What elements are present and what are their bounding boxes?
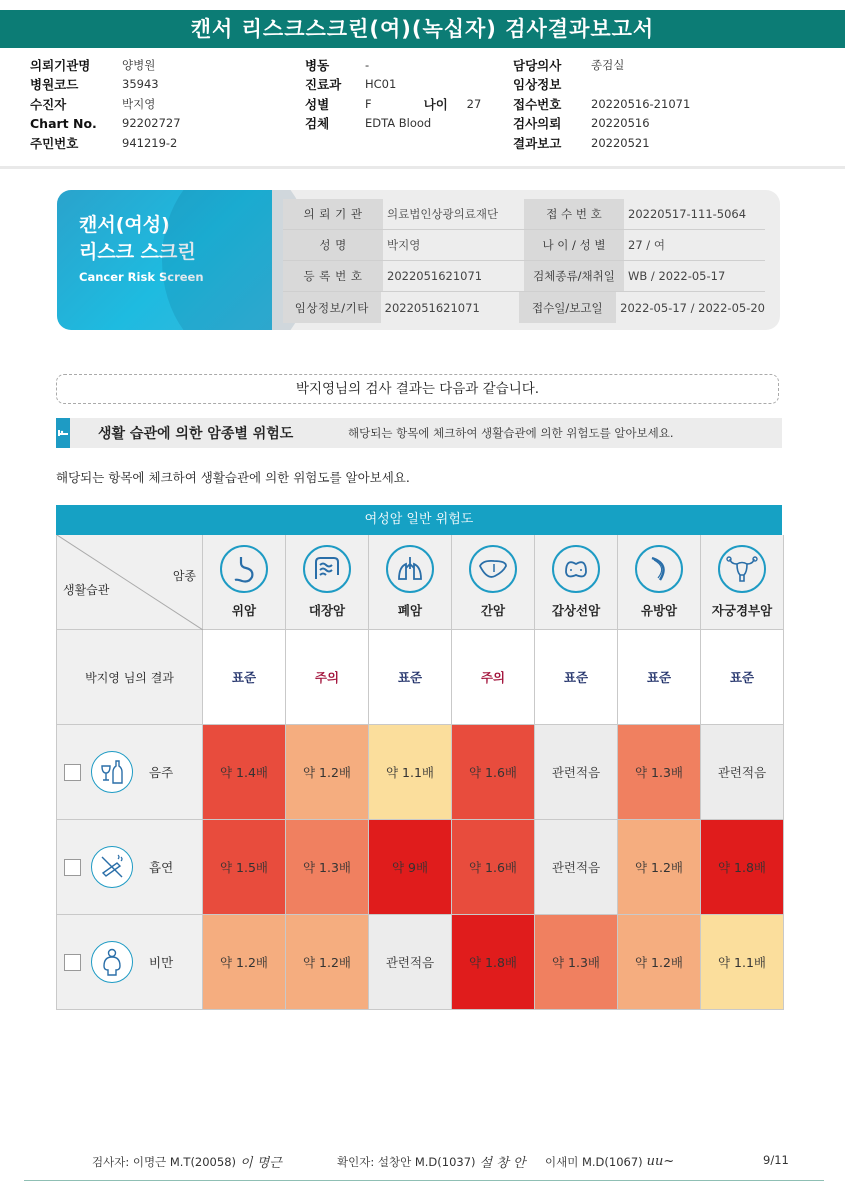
info-key: 병동 [305, 57, 330, 73]
cancer-name: 대장암 [308, 603, 346, 618]
risk-value: 약 1.6배 [468, 765, 517, 780]
crs-value: WB / 2022-05-17 [628, 269, 726, 283]
cancer-name: 자궁경부암 [711, 603, 773, 618]
risk-cell [452, 725, 535, 820]
result-badge: 표준 [369, 630, 452, 725]
info-value: 종검실 [591, 57, 625, 72]
info-col [513, 75, 813, 93]
thyroid-icon [552, 545, 600, 593]
info-row [30, 133, 820, 153]
crs-key: 검체종류/채취일 [524, 261, 624, 291]
info-col [305, 95, 513, 113]
habit-row-0 [57, 725, 203, 820]
tester-signature: 이 명근 [240, 1156, 282, 1171]
signature-footer [92, 1152, 792, 1171]
risk-table-header: 여성암 일반 위험도 [56, 505, 782, 535]
stomach-icon [220, 545, 268, 593]
risk-table [56, 505, 782, 1010]
risk-value: 관련적음 [385, 955, 435, 970]
crs-key: 나 이 / 성 별 [524, 230, 624, 260]
age-value: 27 [466, 96, 482, 111]
crs-subtitle: Cancer Risk Screen [79, 270, 204, 284]
info-key: 검사의뢰 [513, 116, 562, 132]
cancer-header-5 [618, 535, 701, 630]
lung-icon [386, 545, 434, 593]
risk-value: 약 1.5배 [219, 860, 268, 875]
crs-row [283, 261, 765, 292]
corner-label-habit: 생활습관 [63, 583, 110, 597]
info-col [513, 95, 813, 113]
smoking-icon [91, 846, 133, 888]
crs-key: 의 뢰 기 관 [283, 199, 383, 229]
instruction-text: 해당되는 항목에 체크하여 생활습관에 의한 위험도를 알아보세요. [56, 470, 410, 485]
cancer-header-1 [286, 535, 369, 630]
risk-cell [452, 915, 535, 1010]
risk-cell [286, 725, 369, 820]
info-col [513, 114, 813, 132]
risk-cell [701, 820, 784, 915]
info-col [305, 114, 513, 132]
risk-value: 약 1.3배 [302, 860, 351, 875]
cancer-name: 폐암 [397, 603, 423, 618]
info-col [30, 134, 305, 152]
info-value: 35943 [122, 77, 159, 92]
risk-cell [701, 915, 784, 1010]
risk-cell [618, 820, 701, 915]
result-row-label: 박지영 님의 결과 [57, 630, 203, 725]
alcohol-icon [91, 751, 133, 793]
risk-cell [535, 725, 618, 820]
obesity-icon [91, 941, 133, 983]
cancer-name: 간암 [480, 603, 506, 618]
crs-info-table [283, 199, 765, 323]
result-banner: 박지영님의 검사 결과는 다음과 같습니다. [56, 374, 779, 404]
crs-row [283, 292, 765, 323]
risk-cell [286, 915, 369, 1010]
risk-value: 약 9배 [391, 860, 429, 875]
cancer-name: 위암 [231, 603, 257, 618]
habit-name: 비만 [149, 955, 174, 970]
crs-row [283, 230, 765, 261]
doctor-signature: uu~ [646, 1154, 675, 1169]
patient-info-grid [30, 55, 820, 153]
result-badge: 표준 [535, 630, 618, 725]
info-key: 주민번호 [30, 135, 79, 151]
risk-value: 약 1.1배 [385, 765, 434, 780]
confirmer-signature: 설 창 안 [479, 1156, 526, 1171]
habit-checkbox[interactable] [64, 954, 81, 971]
risk-value: 약 1.4배 [219, 765, 268, 780]
report-title: 캔서 리스크스크린(여)(녹십자) 검사결과보고서 [0, 10, 845, 48]
risk-cell [535, 915, 618, 1010]
info-col [305, 75, 513, 93]
risk-value: 약 1.2배 [219, 955, 268, 970]
risk-value: 약 1.1배 [717, 955, 766, 970]
uterus-icon [718, 545, 766, 593]
result-badge: 표준 [701, 630, 784, 725]
info-col [30, 56, 305, 74]
risk-grid [56, 535, 782, 1010]
crs-key: 접수일/보고일 [519, 292, 617, 323]
age-key: 나이 [423, 96, 448, 112]
crs-value: 20220517-111-5064 [628, 207, 747, 221]
risk-cell [452, 820, 535, 915]
info-key: 결과보고 [513, 135, 562, 151]
result-badge: 표준 [203, 630, 286, 725]
risk-value: 약 1.2배 [302, 955, 351, 970]
risk-cell [369, 915, 452, 1010]
info-col [513, 134, 813, 152]
info-value: 20220516-21071 [591, 96, 691, 111]
risk-value: 관련적음 [717, 765, 767, 780]
risk-value: 관련적음 [551, 860, 601, 875]
cancer-header-0 [203, 535, 286, 630]
info-key: 진료과 [305, 77, 342, 93]
info-row [30, 55, 820, 75]
tester-label: 검사자: 이명근 M.T(20058) [92, 1154, 236, 1169]
info-col [30, 116, 305, 131]
risk-cell [203, 820, 286, 915]
habit-row-1 [57, 820, 203, 915]
cancer-header-4 [535, 535, 618, 630]
info-key: 병원코드 [30, 77, 79, 93]
cancer-header-2 [369, 535, 452, 630]
doctor-label: 이새미 M.D(1067) [545, 1154, 643, 1169]
corner-label-cancer-type: 암종 [172, 569, 196, 583]
crs-value: 박지영 [387, 238, 421, 252]
info-col [513, 56, 813, 74]
crs-row [283, 199, 765, 230]
crs-title-line2: 리스크 스크린 [79, 241, 196, 263]
info-key: 임상정보 [513, 77, 562, 93]
crs-key: 등 록 번 호 [283, 261, 383, 291]
header-divider [0, 166, 845, 169]
info-value: 20220521 [591, 135, 650, 150]
info-key: Chart No. [30, 115, 97, 131]
info-key: 검체 [305, 116, 330, 132]
table-corner [57, 535, 203, 630]
risk-cell [701, 725, 784, 820]
colon-icon [303, 545, 351, 593]
crs-key: 임상정보/기타 [283, 292, 381, 323]
habit-checkbox[interactable] [64, 764, 81, 781]
section-header [56, 418, 782, 448]
result-badge: 주의 [286, 630, 369, 725]
info-row [30, 114, 820, 134]
info-value: 941219-2 [122, 135, 178, 150]
info-value: HC01 [365, 77, 397, 92]
risk-value: 약 1.2배 [634, 860, 683, 875]
info-value: - [365, 57, 370, 72]
habit-name: 흡연 [149, 860, 174, 875]
page-number: 9/11 [763, 1153, 789, 1167]
habit-checkbox[interactable] [64, 859, 81, 876]
risk-value: 약 1.8배 [468, 955, 517, 970]
risk-value: 약 1.2배 [302, 765, 351, 780]
risk-cell [203, 725, 286, 820]
info-row [30, 75, 820, 95]
confirmer-label: 확인자: 설창안 M.D(1037) [337, 1154, 476, 1169]
info-key: 접수번호 [513, 96, 562, 112]
crs-brand-panel [57, 190, 272, 330]
risk-cell [535, 820, 618, 915]
risk-value: 약 1.3배 [634, 765, 683, 780]
cancer-name: 갑상선암 [551, 603, 601, 618]
cancer-header-6 [701, 535, 784, 630]
risk-cell [369, 820, 452, 915]
risk-cell [203, 915, 286, 1010]
info-value: F [365, 96, 372, 111]
footer-line [24, 1180, 824, 1181]
cancer-header-3 [452, 535, 535, 630]
info-value: EDTA Blood [365, 116, 432, 131]
info-col [30, 95, 305, 113]
info-value: 양병원 [122, 57, 156, 72]
info-value: 박지영 [122, 96, 156, 111]
info-key: 수진자 [30, 96, 67, 112]
cancer-risk-screen-card [57, 190, 780, 330]
habit-name: 음주 [149, 765, 174, 780]
crs-value: 의료법인상광의료재단 [387, 207, 499, 221]
risk-cell [618, 915, 701, 1010]
bed-icon [56, 418, 70, 448]
habit-row-2 [57, 915, 203, 1010]
crs-title-line1: 캔서(여성) [79, 214, 170, 236]
info-value: 20220516 [591, 116, 650, 131]
crs-value: 2022051621071 [384, 300, 480, 315]
info-col [305, 56, 513, 74]
crs-key: 접 수 번 호 [524, 199, 624, 229]
info-key: 성별 [305, 96, 330, 112]
risk-cell [286, 820, 369, 915]
cancer-name: 유방암 [640, 603, 678, 618]
info-key: 담당의사 [513, 57, 562, 73]
crs-value: 27 / 여 [628, 238, 665, 252]
crs-value: 2022051621071 [387, 269, 483, 283]
info-row [30, 94, 820, 114]
result-badge: 표준 [618, 630, 701, 725]
info-key: 의뢰기관명 [30, 57, 91, 73]
breast-icon [635, 545, 683, 593]
info-value: 92202727 [122, 116, 181, 131]
risk-cell [369, 725, 452, 820]
risk-value: 약 1.8배 [717, 860, 766, 875]
risk-value: 약 1.2배 [634, 955, 683, 970]
section-title: 생활 습관에 의한 암종별 위험도 [98, 426, 294, 442]
risk-value: 관련적음 [551, 765, 601, 780]
risk-cell [618, 725, 701, 820]
section-description: 해당되는 항목에 체크하여 생활습관에 의한 위험도를 알아보세요. [348, 426, 674, 440]
crs-value: 2022-05-17 / 2022-05-20 [620, 300, 765, 315]
info-col [30, 75, 305, 93]
risk-value: 약 1.3배 [551, 955, 600, 970]
liver-icon [469, 545, 517, 593]
risk-value: 약 1.6배 [468, 860, 517, 875]
result-badge: 주의 [452, 630, 535, 725]
crs-key: 성 명 [283, 230, 383, 260]
